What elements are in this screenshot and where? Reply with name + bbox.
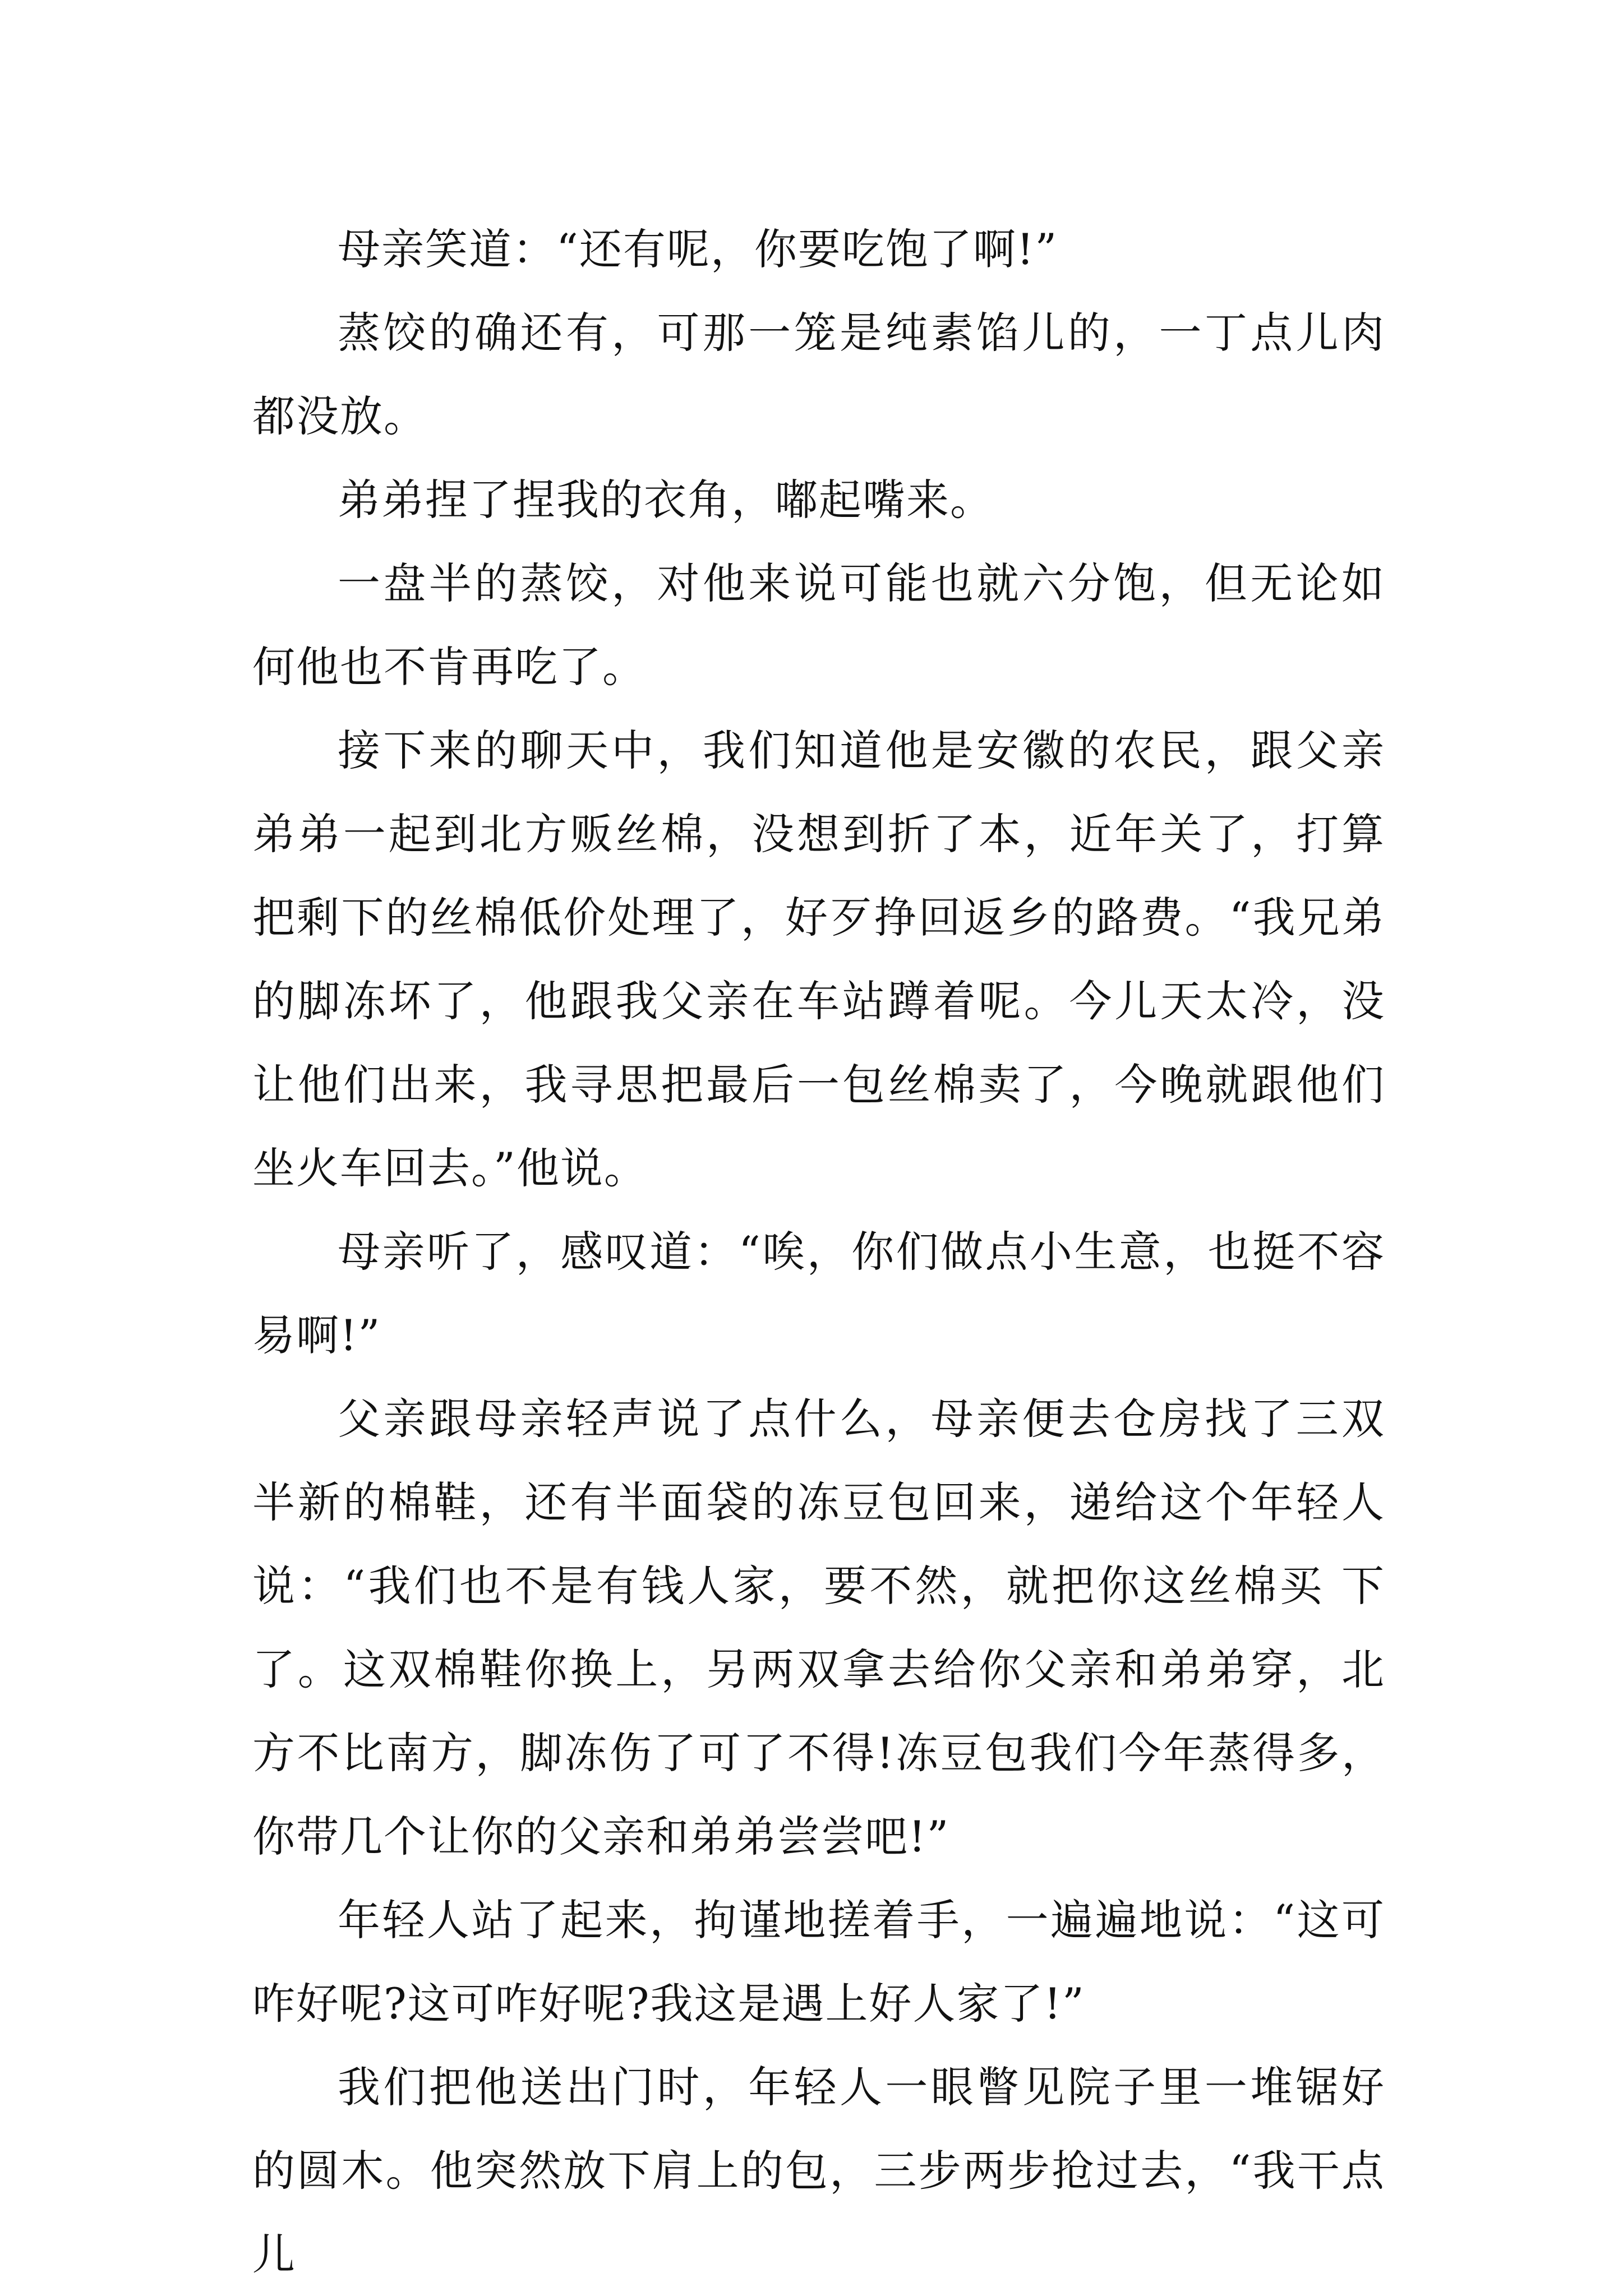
paragraph: 蒸饺的确还有，可那一笼是纯素馅儿的，一丁点儿肉都没放。	[252, 308, 1385, 441]
paragraph: 一盘半的蒸饺，对他来说可能也就六分饱，但无论如何他也不肯再吃了。	[252, 558, 1385, 692]
document-body	[252, 207, 1385, 2296]
paragraph: 弟弟捏了捏我的衣角，嘟起嘴来。	[338, 475, 994, 525]
paragraph: 父亲跟母亲轻声说了点什么，母亲便去仓房找了三双半新的棉鞋，还有半面袋的冻豆包回来，递给这个年轻人说：“我们也不是有钱人家，要不然，就把你这丝棉买 下了。这双棉鞋你换上，另两双拿去给你父亲和弟弟穿，北方不比南方，脚冻伤了可了不得!冻豆包我们今年蒸得多，你带几个让你的父亲和弟弟尝尝吧!”	[252, 1394, 1385, 1861]
paragraph: 母亲笑道：“还有呢，你要吃饱了啊!”	[338, 224, 1058, 274]
paragraph: 我们把他送出门时，年轻人一眼瞥见院子里一堆锯好的圆木。他突然放下肩上的包，三步两步抢过去，“我干点儿	[252, 2062, 1385, 2279]
paragraph: 接下来的聊天中，我们知道他是安徽的农民，跟父亲弟弟一起到北方贩丝棉，没想到折了本，近年关了，打算把剩下的丝棉低价处理了，好歹挣回返乡的路费。“我兄弟的脚冻坏了，他跟我父亲在车站蹲着呢。今儿天太冷，没让他们出来，我寻思把最后一包丝棉卖了，今晚就跟他们坐火车回去。”他说。	[252, 726, 1385, 1193]
paragraph: 年轻人站了起来，拘谨地搓着手，一遍遍地说：“这可咋好呢?这可咋好呢?我这是遇上好人家了!”	[252, 1895, 1385, 2029]
paragraph: 母亲听了，感叹道：“唉，你们做点小生意，也挺不容易啊!”	[252, 1227, 1385, 1360]
